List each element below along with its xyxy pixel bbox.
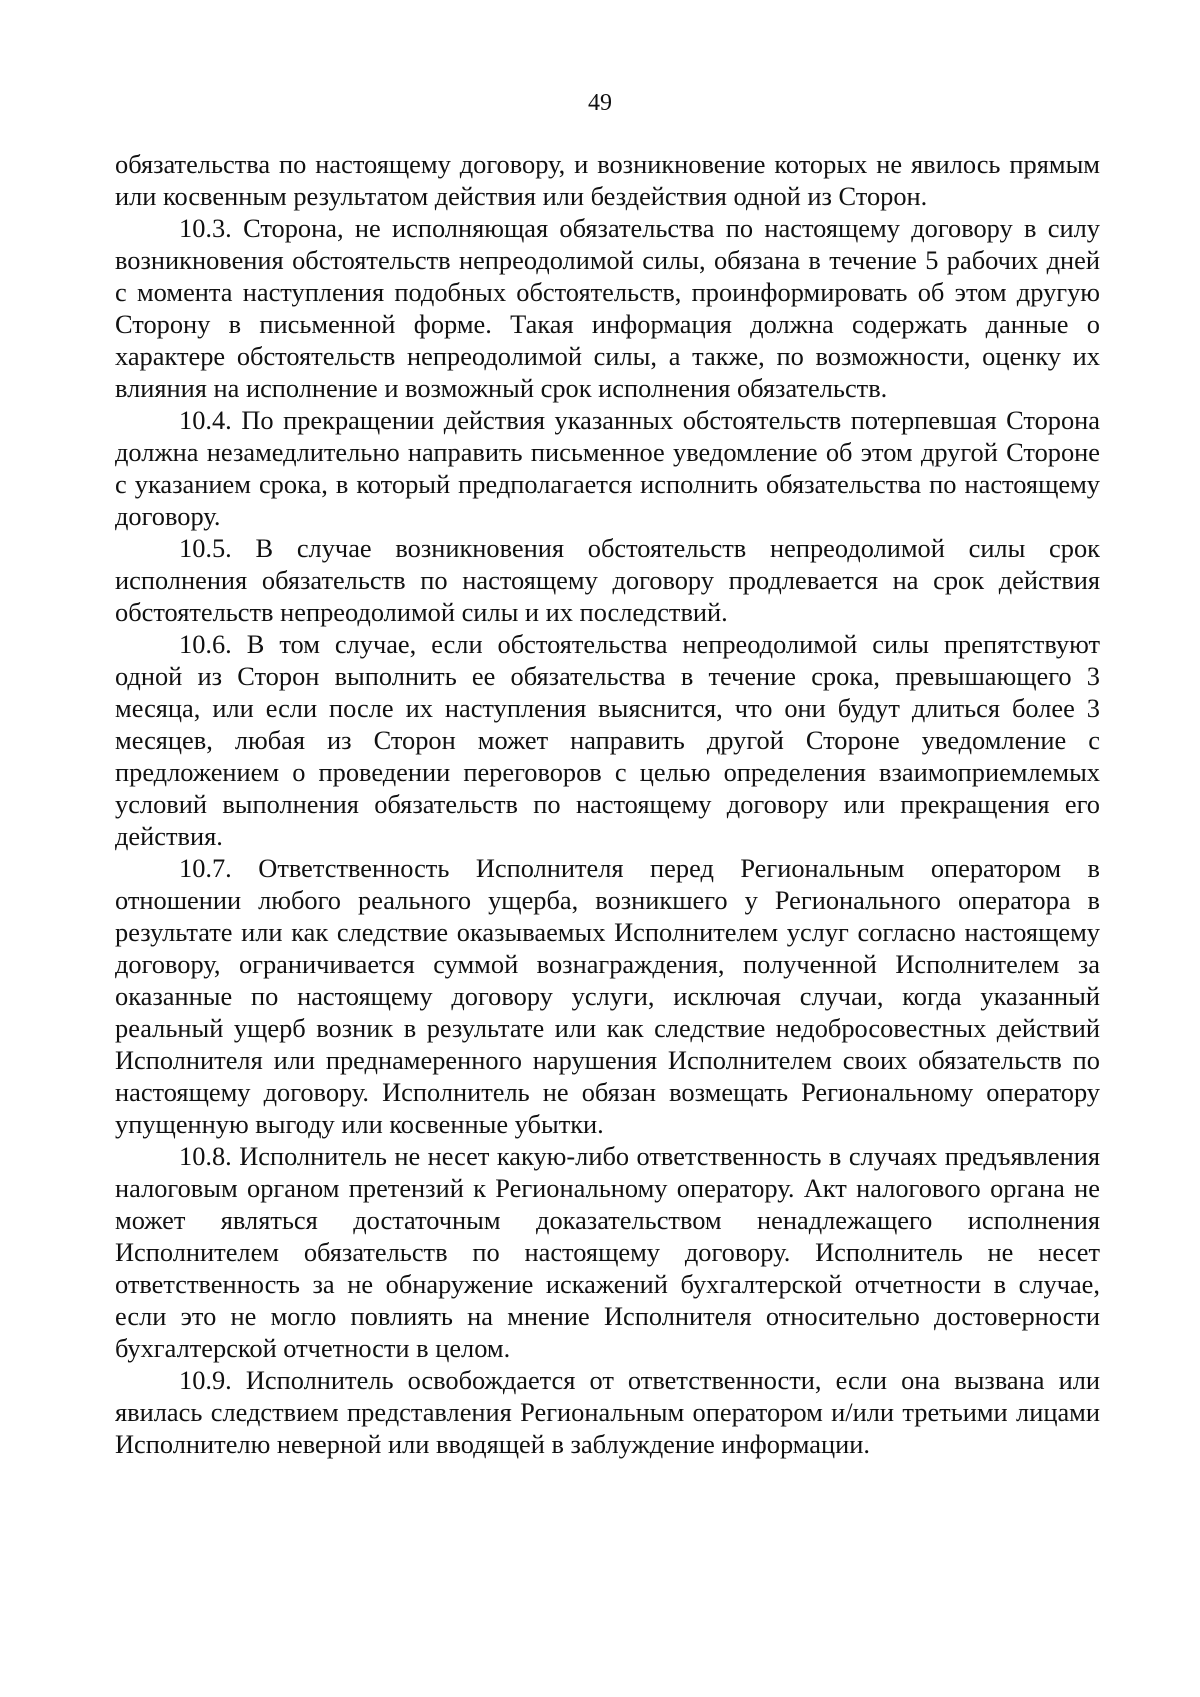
clause-text: Ответственность Исполнителя перед Региональным оператором в отношении любого реального ущерба, возникшего у Регионального оператора в результате или как следствие оказываемых Исполнителем услуг согласно настоящему договору, ограничивается суммой вознаграждения, полученной Исполнителем за оказанные по настоящему договору услуги, исключая случаи, когда указанный реальный ущерб возник в результате или как следствие недобросовестных действий Исполнителя или преднамеренного нарушения Исполнителем своих обязательств по настоящему договору. Исполнитель не обязан возмещать Региональному оператору упущенную выгоду или косвенные убытки. <box>115 853 1100 1139</box>
clause-text: Исполнитель освобождается от ответственности, если она вызвана или явилась следствием представления Региональным оператором и/или третьими лицами Исполнителю неверной или вводящей в заблуждение информации. <box>115 1365 1100 1459</box>
clause-10-8 <box>115 1140 1100 1364</box>
clause-number: 10.9. <box>179 1365 232 1395</box>
clause-text: По прекращении действия указанных обстоятельств потерпевшая Сторона должна незамедлительно направить письменное уведомление об этом другой Стороне с указанием срока, в который предполагается исполнить обязательства по настоящему договору. <box>115 405 1100 531</box>
clause-10-3 <box>115 212 1100 404</box>
clause-text: В том случае, если обстоятельства непреодолимой силы препятствуют одной из Сторон выполнить ее обязательства в течение срока, превышающего 3 месяца, или если после их наступления выяснится, что они будут длиться более 3 месяцев, любая из Сторон может направить другой Стороне уведомление с предложением о проведении переговоров с целью определения взаимоприемлемых условий выполнения обязательств по настоящему договору или прекращения его действия. <box>115 629 1100 851</box>
clause-10-9 <box>115 1364 1100 1460</box>
document-body <box>115 148 1100 1460</box>
clause-number: 10.8. <box>179 1141 232 1171</box>
clause-number: 10.5. <box>179 533 232 563</box>
clause-text: Исполнитель не несет какую-либо ответственность в случаях предъявления налоговым органом претензий к Региональному оператору. Акт налогового органа не может являться достаточным доказательством ненадлежащего исполнения Исполнителем обязательств по настоящему договору. Исполнитель не несет ответственность за не обнаружение искажений бухгалтерской отчетности в случае, если это не могло повлиять на мнение Исполнителя относительно достоверности бухгалтерской отчетности в целом. <box>115 1141 1100 1363</box>
clause-10-4 <box>115 404 1100 532</box>
page-number: 49 <box>588 90 612 116</box>
clause-10-7 <box>115 852 1100 1140</box>
paragraph-text: обязательства по настоящему договору, и возникновение которых не явилось прямым или косвенным результатом действия или бездействия одной из Сторон. <box>115 149 1100 211</box>
clause-text: Сторона, не исполняющая обязательства по настоящему договору в силу возникновения обстоятельств непреодолимой силы, обязана в течение 5 рабочих дней с момента наступления подобных обстоятельств, проинформировать об этом другую Сторону в письменной форме. Такая информация должна содержать данные о характере обстоятельств непреодолимой силы, а также, по возможности, оценку их влияния на исполнение и возможный срок исполнения обязательств. <box>115 213 1100 403</box>
paragraph-continuation <box>115 148 1100 212</box>
clause-number: 10.7. <box>179 853 232 883</box>
clause-text: В случае возникновения обстоятельств непреодолимой силы срок исполнения обязательств по настоящему договору продлевается на срок действия обстоятельств непреодолимой силы и их последствий. <box>115 533 1100 627</box>
clause-10-5 <box>115 532 1100 628</box>
clause-number: 10.6. <box>179 629 232 659</box>
clause-number: 10.4. <box>179 405 232 435</box>
clause-10-6 <box>115 628 1100 852</box>
clause-number: 10.3. <box>179 213 232 243</box>
